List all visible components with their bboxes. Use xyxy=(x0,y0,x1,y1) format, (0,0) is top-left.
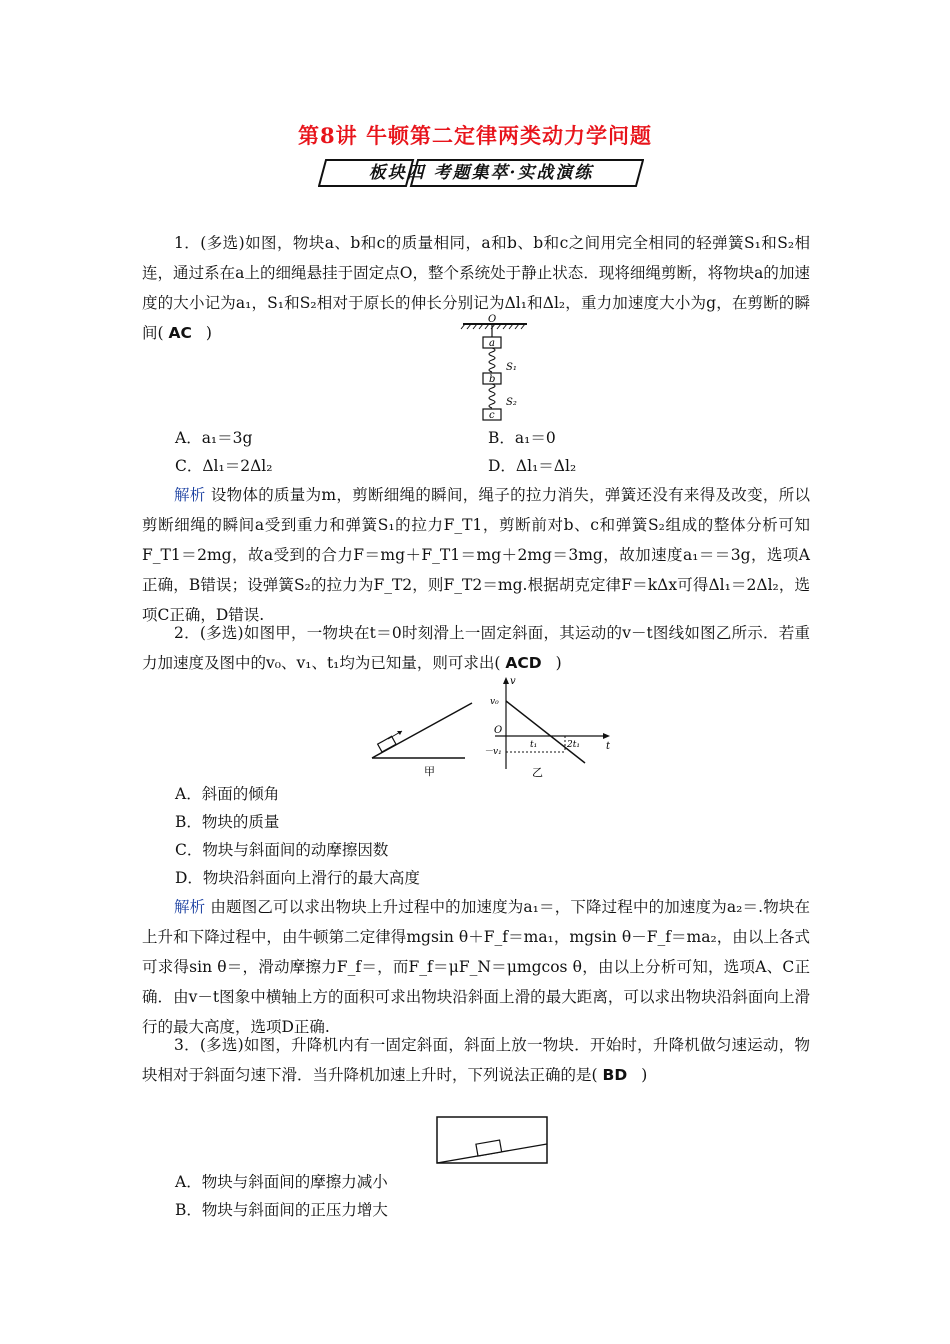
fig1-label-a: a xyxy=(489,338,495,349)
q3-stem-text: 3．(多选)如图，升降机内有一固定斜面，斜面上放一物块．开始时，升降机做匀速运动，物块相对于斜面匀速下滑．当升降机加速上升时，下列说法正确的是( xyxy=(142,1036,810,1084)
fig2-label-2t1: 2t₁ xyxy=(567,740,580,750)
q3-stem xyxy=(142,1030,810,1090)
fig2-label-jia: 甲 xyxy=(424,765,435,778)
fig1-label-b: b xyxy=(489,374,496,385)
fig2-label-yi: 乙 xyxy=(532,766,543,779)
q3-close: ) xyxy=(641,1066,648,1084)
fig2-label-neg-v1: －v₁ xyxy=(484,747,502,757)
q1-option-b: B．a₁＝0 xyxy=(488,429,556,447)
page-title: 第8讲 牛顿第二定律两类动力学问题 xyxy=(298,123,652,148)
fig2-label-t: t xyxy=(606,741,611,752)
q3-option-b: B．物块与斜面间的正压力增大 xyxy=(175,1201,388,1219)
q1-option-c: C．Δl₁＝2Δl₂ xyxy=(175,457,273,475)
fig1-label-c: c xyxy=(489,410,495,421)
q1-option-a: A．a₁＝3g xyxy=(175,429,253,447)
fig2-label-t1: t₁ xyxy=(530,740,538,750)
q2-stem xyxy=(142,618,810,678)
incline-vt-figure xyxy=(360,675,620,783)
q2-option-b: B．物块的质量 xyxy=(175,813,280,831)
fig2-label-v: v xyxy=(510,676,516,687)
q3-option-a: A．物块与斜面间的摩擦力减小 xyxy=(175,1173,388,1191)
q1-analysis-text: 设物体的质量为m，剪断细绳的瞬间，绳子的拉力消失，弹簧还没有来得及改变，所以剪断细绳的瞬间a受到重力和弹簧S₁的拉力F_T1，剪断前对b、c和弹簧S₂组成的整体分析可知F_T1＝2mg，故a受到的合力F＝mg＋F_T1＝mg＋2mg＝3mg，故加速度a₁＝＝3g，选项A正确，B错误；设弹簧S₂的拉力为F_T2，则F_T2＝mg.根据胡克定律F＝kΔx可得Δl₁＝2Δl₂，选项C正确，D错误. xyxy=(142,486,810,624)
banner-text: 板块四 考题集萃·实战演练 xyxy=(368,163,594,183)
q2-option-d: D．物块沿斜面向上滑行的最大高度 xyxy=(175,869,420,887)
fig2-label-v0: v₀ xyxy=(490,697,499,707)
q1-close: ) xyxy=(205,324,212,342)
q2-analysis-text: 由题图乙可以求出物块上升过程中的加速度为a₁＝，下降过程中的加速度为a₂＝.物块在上升和下降过程中，由牛顿第二定律得mgsin θ＋F_f＝ma₁，mgsin θ－F_f＝ma₂，由以上各式可求得sin θ＝，滑动摩擦力F_f＝，而F_f＝μF_N＝μmgcos θ，由以上分析可知，选项A、C正确．由v－t图象中横轴上方的面积可求出物块沿斜面上滑的最大距离，可以求出物块沿斜面向上滑行的最大高度，选项D正确. xyxy=(142,898,810,1036)
fig1-label-O: O xyxy=(488,314,497,325)
q2-analysis-label: 解析 xyxy=(174,898,206,916)
q3-answer: BD xyxy=(602,1066,628,1084)
q1-analysis xyxy=(142,480,810,630)
q1-stem-text: 1．(多选)如图，物块a、b和c的质量相同，a和b、b和c之间用完全相同的轻弹簧S₁和S₂相连，通过系在a上的细绳悬挂于固定点O，整个系统处于静止状态．现将细绳剪断，将物块a的加速度的大小记为a₁，S₁和S₂相对于原长的伸长分别记为Δl₁和Δl₂，重力加速度大小为g，在剪断的瞬间( xyxy=(142,234,810,342)
section-banner xyxy=(318,158,644,188)
q2-answer: ACD xyxy=(505,654,542,672)
q1-option-d: D．Δl₁＝Δl₂ xyxy=(488,457,577,475)
q2-stem-text: 2．(多选)如图甲，一物块在t＝0时刻滑上一固定斜面，其运动的v－t图线如图乙所示．若重力加速度及图中的v₀、v₁、t₁均为已知量，则可求出( xyxy=(142,624,810,672)
fig2-label-O: O xyxy=(494,725,503,736)
q2-close: ) xyxy=(555,654,562,672)
fig1-label-s2: S₂ xyxy=(506,397,517,408)
q2-analysis xyxy=(142,892,810,1042)
q1-answer: AC xyxy=(168,324,192,342)
fig1-label-s1: S₁ xyxy=(506,362,517,373)
q2-option-a: A．斜面的倾角 xyxy=(175,785,280,803)
elevator-figure xyxy=(436,1116,550,1166)
q1-analysis-label: 解析 xyxy=(174,486,206,504)
spring-figure xyxy=(455,314,535,424)
q2-option-c: C．物块与斜面间的动摩擦因数 xyxy=(175,841,389,859)
